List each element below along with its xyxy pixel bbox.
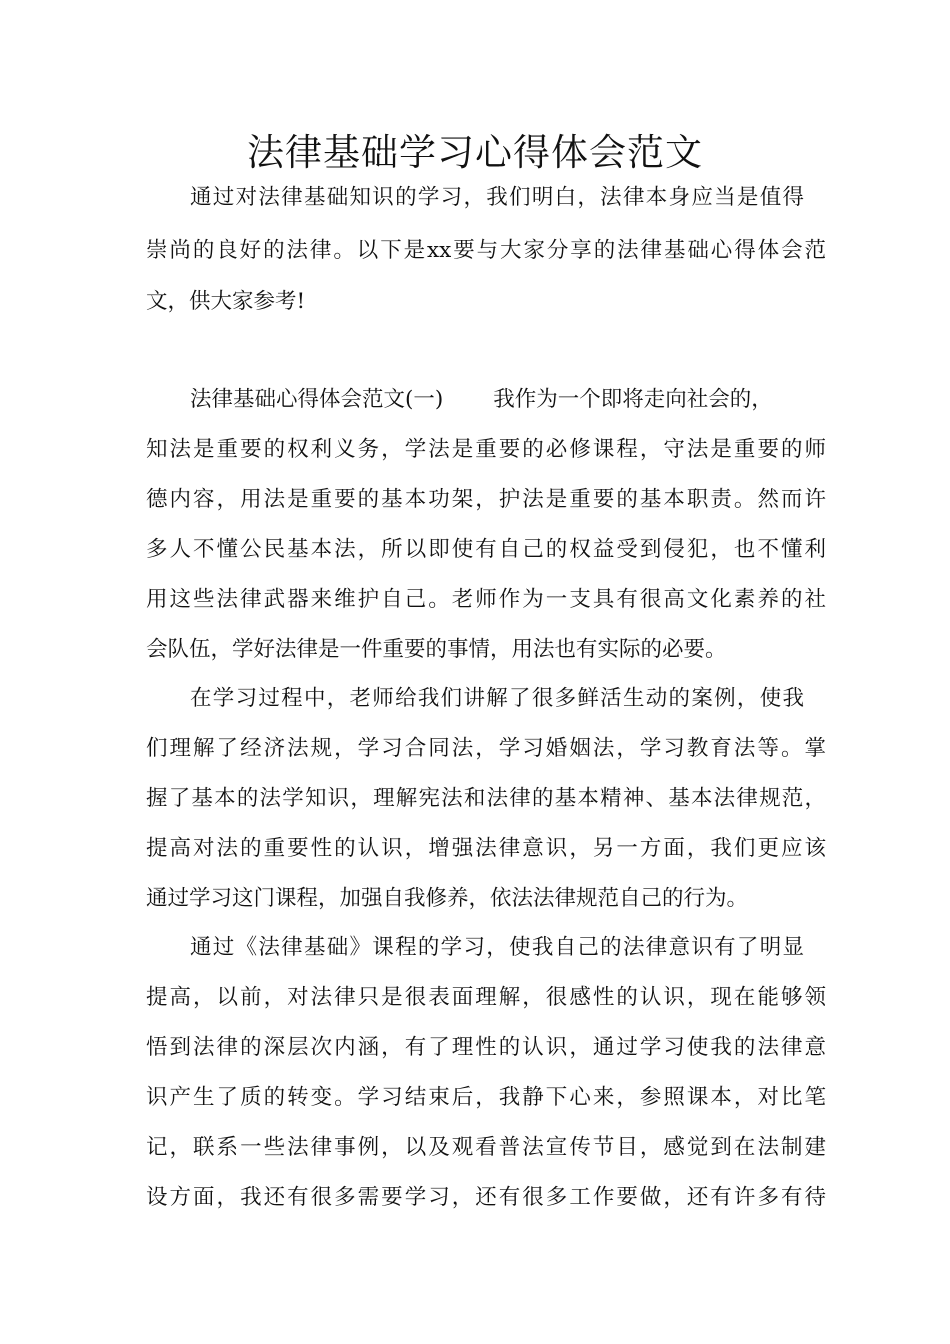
paragraph-line: 识产生了质的转变。学习结束后，我静下心来，参照课本，对比笔 [146, 1085, 826, 1110]
paragraph-line: 崇尚的良好的法律。以下是xx要与大家分享的法律基础心得体会范 [146, 238, 826, 263]
section-heading: 法律基础心得体会范文(一) [190, 387, 444, 412]
paragraph-line: 知法是重要的权利义务，学法是重要的必修课程，守法是重要的师 [146, 437, 826, 462]
paragraph-line: 们理解了经济法规，学习合同法，学习婚姻法，学习教育法等。掌 [146, 736, 826, 761]
paragraph-line: 提高，以前，对法律只是很表面理解，很感性的认识，现在能够领 [146, 985, 826, 1010]
document-title: 法律基础学习心得体会范文 [247, 131, 703, 174]
paragraph-line: 记，联系一些法律事例，以及观看普法宣传节目，感觉到在法制建 [146, 1135, 826, 1160]
paragraph-line: 设方面，我还有很多需要学习，还有很多工作要做，还有许多有待 [146, 1185, 826, 1210]
paragraph-line: 德内容，用法是重要的基本功架，护法是重要的基本职责。然而许 [146, 487, 826, 512]
section-heading-line [190, 385, 804, 415]
paragraph-line: 提高对法的重要性的认识，增强法律意识，另一方面，我们更应该 [146, 836, 826, 861]
paragraph-line: 握了基本的法学知识，理解宪法和法律的基本精神、基本法律规范， [146, 786, 826, 811]
paragraph-line: 通过对法律基础知识的学习，我们明白，法律本身应当是值得 [190, 185, 804, 210]
paragraph-line: 通过《法律基础》课程的学习，使我自己的法律意识有了明显 [190, 935, 804, 960]
paragraph-line: 悟到法律的深层次内涵，有了理性的认识，通过学习使我的法律意 [146, 1035, 826, 1060]
paragraph-line: 文，供大家参考! [146, 289, 306, 314]
paragraph-line: 用这些法律武器来维护自己。老师作为一支具有很高文化素养的社 [146, 587, 826, 612]
paragraph-line: 会队伍，学好法律是一件重要的事情，用法也有实际的必要。 [146, 637, 727, 662]
paragraph-line: 通过学习这门课程，加强自我修养，依法法律规范自己的行为。 [146, 886, 749, 911]
paragraph-line: 在学习过程中，老师给我们讲解了很多鲜活生动的案例，使我 [190, 686, 804, 711]
paragraph-text: 我作为一个即将走向社会的， [493, 387, 773, 412]
paragraph-line: 多人不懂公民基本法，所以即使有自己的权益受到侵犯，也不懂利 [146, 537, 826, 562]
